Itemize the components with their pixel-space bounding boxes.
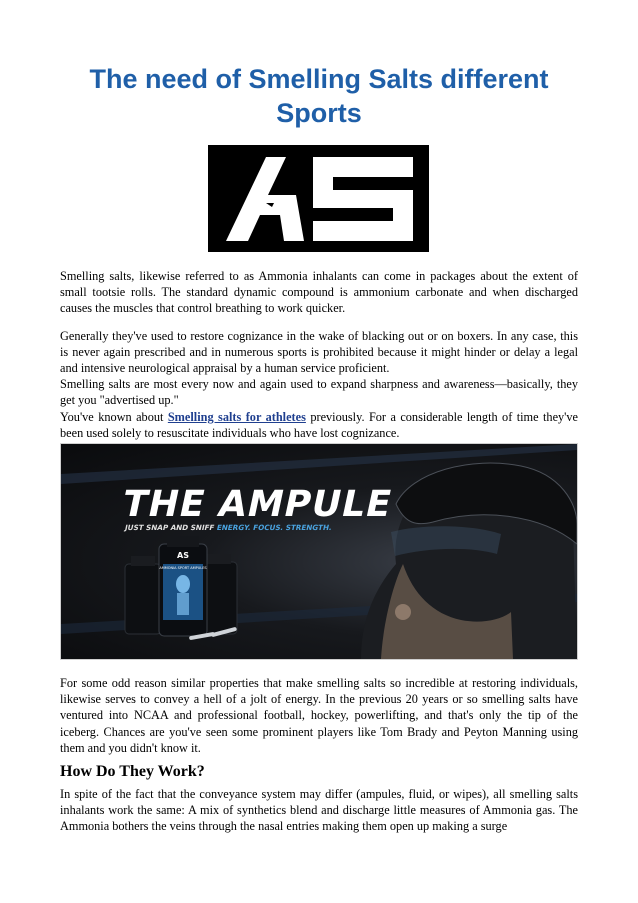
paragraph-6-block (60, 786, 578, 835)
smelling-salts-link[interactable]: Smelling salts for athletes (167, 409, 306, 424)
paragraph-5-block (60, 675, 578, 756)
paragraph-5: For some odd reason similar properties that make smelling salts so incredible at restoring individuals, likewise serves to convey a hell of a jolt of energy. In the previous 20 years or so smelling salts have ventured into NCAA and professional football, hockey, powerlifting, and that's only the tip of the iceberg. Chances are you've seen some prominent players like Tom Brady and Peyton Manning using them and you didn't know it. (60, 676, 578, 755)
banner-artwork (61, 444, 577, 659)
banner-tagline (124, 523, 333, 532)
as-logo (208, 145, 429, 252)
bottle-left (125, 556, 161, 634)
intro-text: Smelling salts, likewise referred to as Ammonia inhalants can come in packages about the extent of small tootsie rolls. The standard dynamic compound is ammonium carbonate and when discharged causes the muscles that control breathing to work quicker. (60, 269, 578, 316)
banner-tagline-b: ENERGY. FOCUS. STRENGTH. (213, 523, 333, 532)
paragraph-2: Generally they've used to restore cognizance in the wake of blacking out or on boxers. In any case, this is never again prescribed and in numerous sports is prohibited because it might hinder or delay a legal and intensive neurological appraisal by a human service proficient. (60, 328, 578, 376)
banner-headline: THE AMPULE (118, 484, 397, 525)
paragraph-4-after: previously. For a considerable length of time they've been used solely to resuscitate individuals who have lost cognizance. (60, 409, 578, 440)
paragraph-4-before: You've known about (60, 409, 168, 424)
bottle-text: AMMONIA SPORT AMPULES (159, 566, 207, 570)
bottle-label: AS (177, 551, 189, 560)
paragraph-4 (60, 409, 578, 441)
paragraph-3: Smelling salts are most every now and again used to expand sharpness and awareness—basically, they get you "advertised up." (60, 377, 578, 408)
paragraph-6: In spite of the fact that the conveyance system may differ (ampules, fluid, or wipes), all smelling salts inhalants work the same: A mix of synthetics blend and discharge little measures of Ammonia gas. The Ammonia bothers the veins through the nasal entries making them open up making a surge (60, 787, 578, 834)
bottle-center (159, 536, 207, 636)
ampule-banner-image (60, 443, 578, 660)
page-title: The need of Smelling Salts different Sports (89, 64, 549, 128)
banner-tagline-a: JUST SNAP AND SNIFF (124, 523, 216, 532)
section-heading: How Do They Work? (60, 763, 205, 780)
intro-paragraph (60, 268, 578, 441)
